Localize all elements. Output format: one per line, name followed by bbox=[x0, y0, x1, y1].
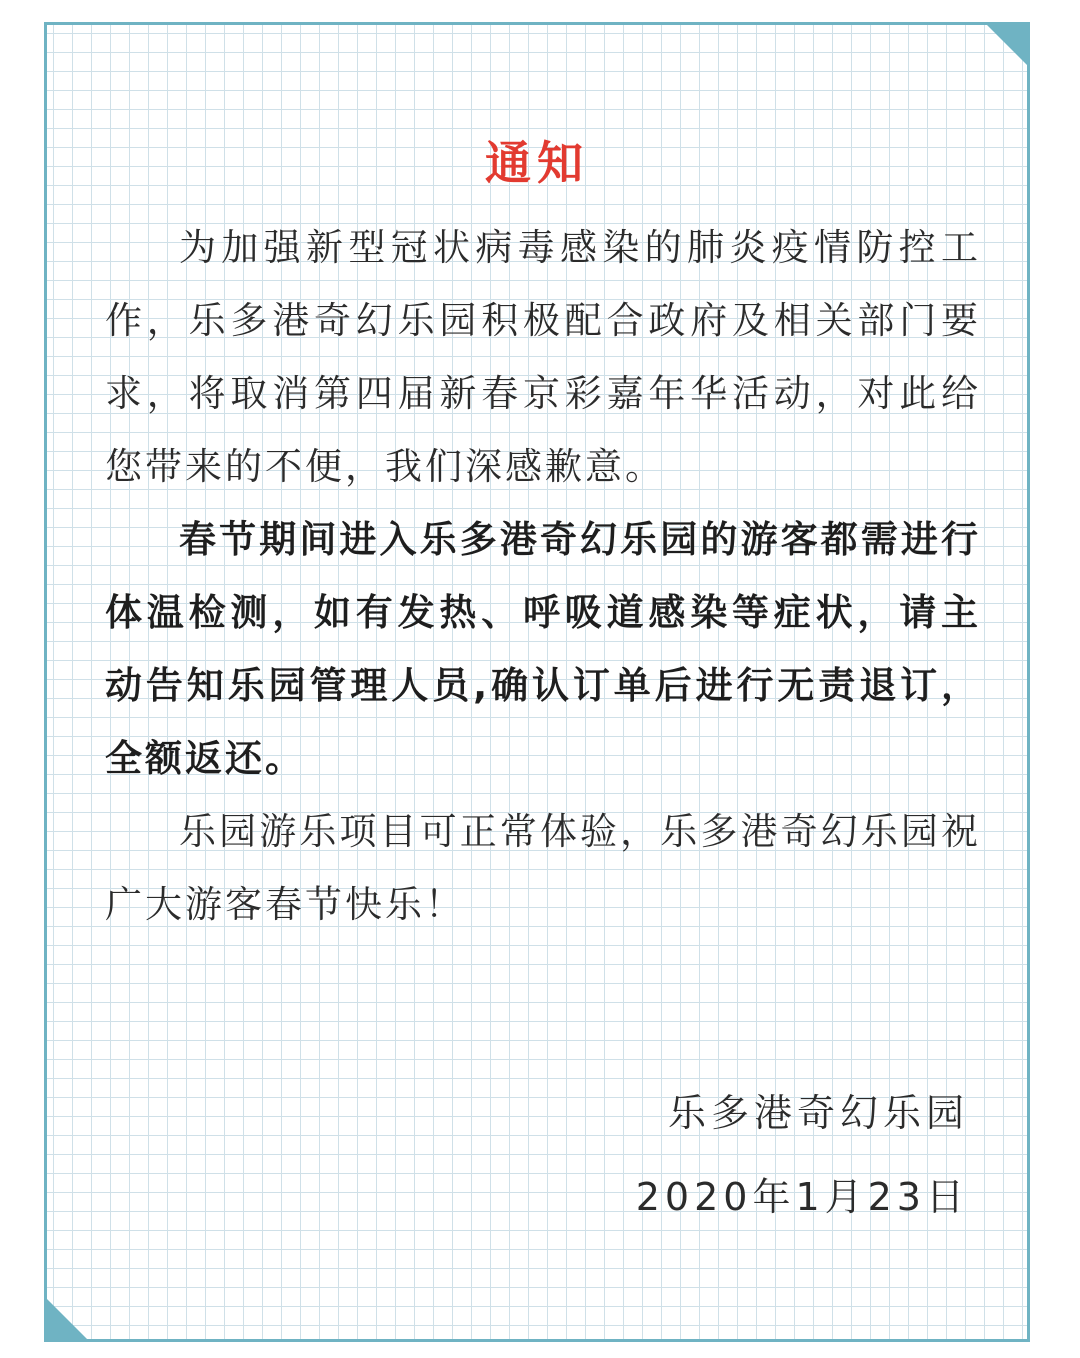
signature-organization: 乐多港奇幻乐园 bbox=[667, 1091, 969, 1135]
paragraph-cancellation: 为加强新型冠状病毒感染的肺炎疫情防控工作，乐多港奇幻乐园积极配合政府及相关部门要求，将取消第四届新春京彩嘉年华活动，对此给您带来的不便，我们深感歉意。 bbox=[105, 226, 981, 488]
signature-date: 2020年1月23日 bbox=[635, 1175, 969, 1219]
notice-body bbox=[105, 211, 981, 941]
notice-title: 通知 bbox=[485, 136, 589, 190]
signature-block bbox=[636, 1071, 969, 1239]
grid-paper-frame bbox=[44, 22, 1030, 1342]
paragraph-greeting: 乐园游乐项目可正常体验，乐多港奇幻乐园祝广大游客春节快乐！ bbox=[105, 810, 981, 926]
corner-decoration-bottom-left bbox=[45, 1297, 89, 1341]
paragraph-health-check: 春节期间进入乐多港奇幻乐园的游客都需进行体温检测，如有发热、呼吸道感染等症状，请主动告知乐园管理人员,确认订单后进行无责退订，全额返还。 bbox=[105, 518, 981, 780]
corner-decoration-top-right bbox=[985, 23, 1029, 67]
